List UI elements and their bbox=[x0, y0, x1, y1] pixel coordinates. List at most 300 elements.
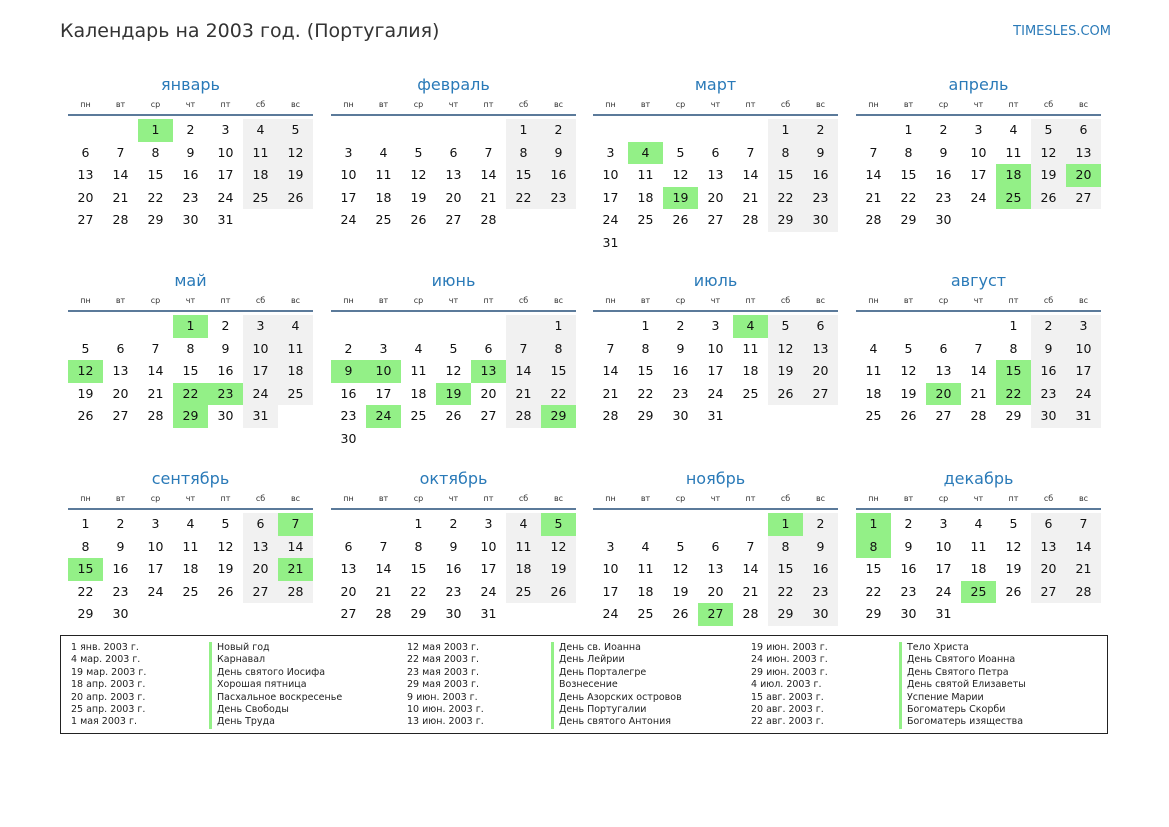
day-grid bbox=[331, 119, 576, 232]
day-cell: 10 bbox=[602, 561, 619, 576]
day-cell: 26 bbox=[1005, 583, 1022, 599]
day-cell: 6 bbox=[803, 315, 838, 338]
day-cell: 10 bbox=[147, 538, 164, 554]
day-cell: 12 bbox=[410, 167, 427, 182]
day-cell: 9 bbox=[803, 536, 838, 559]
day-cell: 4 bbox=[243, 119, 278, 142]
day-cell: 28 bbox=[147, 408, 164, 423]
day-cell: 25 bbox=[865, 408, 882, 423]
weekday-header bbox=[593, 98, 838, 116]
day-cell: 19 bbox=[900, 385, 917, 401]
day-cell: 28 bbox=[602, 408, 619, 423]
weekday-label: пт bbox=[1008, 494, 1019, 503]
empty-cell bbox=[506, 315, 541, 338]
month-8 bbox=[856, 270, 1101, 428]
day-cell: 18 bbox=[410, 385, 427, 401]
day-cell: 16 bbox=[541, 164, 576, 187]
legend-holiday-name: Тело Христа bbox=[899, 642, 1026, 654]
day-cell: 8 bbox=[641, 340, 650, 356]
day-cell: 18 bbox=[637, 583, 654, 599]
day-cell: 27 bbox=[340, 606, 357, 621]
day-cell: 3 bbox=[606, 144, 615, 160]
day-grid bbox=[856, 513, 1101, 626]
day-cell: 26 bbox=[672, 212, 689, 227]
day-cell: 2 bbox=[676, 318, 685, 333]
day-cell: 23 bbox=[1031, 383, 1066, 406]
day-cell: 21 bbox=[147, 385, 164, 401]
day-cell: 2 bbox=[1031, 315, 1066, 338]
day-cell: 26 bbox=[217, 583, 234, 599]
day-cell: 18 bbox=[637, 189, 654, 205]
day-cell: 11 bbox=[742, 340, 759, 356]
day-cell: 14 bbox=[506, 360, 541, 383]
month-5 bbox=[68, 270, 313, 428]
day-cell: 20 bbox=[340, 583, 357, 599]
empty-cell bbox=[68, 119, 103, 142]
day-cell: 28 bbox=[506, 405, 541, 428]
day-cell: 4 bbox=[414, 340, 423, 356]
day-cell: 1 bbox=[1009, 318, 1018, 333]
day-cell: 22 bbox=[768, 187, 803, 210]
day-cell: 31 bbox=[602, 234, 619, 250]
legend-date: 12 мая 2003 г. bbox=[407, 642, 480, 653]
legend-date: 10 июн. 2003 г. bbox=[407, 703, 484, 715]
day-cell: 14 bbox=[147, 363, 164, 378]
day-cell: 24 bbox=[243, 383, 278, 406]
weekday-label: чт bbox=[448, 296, 459, 305]
day-cell: 30 bbox=[445, 606, 462, 621]
day-cell: 26 bbox=[77, 408, 94, 423]
empty-cell bbox=[698, 513, 733, 536]
legend-holiday-name: День Португалии bbox=[551, 704, 682, 716]
day-cell: 30 bbox=[1031, 405, 1066, 428]
day-cell: 10 bbox=[707, 340, 724, 356]
day-cell: 11 bbox=[970, 538, 987, 554]
weekday-label: ср bbox=[675, 494, 686, 503]
day-cell: 28 bbox=[742, 212, 759, 227]
day-cell: 30 bbox=[935, 212, 952, 227]
weekday-label: ср bbox=[675, 100, 686, 109]
day-cell: 14 bbox=[480, 167, 497, 182]
day-cell: 23 bbox=[672, 385, 689, 401]
day-cell: 30 bbox=[672, 408, 689, 423]
empty-cell bbox=[138, 315, 173, 338]
day-cell: 27 bbox=[1031, 581, 1066, 604]
legend-date: 25 апр. 2003 г. bbox=[71, 703, 146, 715]
legend-date: 23 мая 2003 г. bbox=[407, 666, 480, 678]
day-cell: 12 bbox=[672, 167, 689, 182]
day-cell: 9 bbox=[449, 538, 458, 554]
day-cell: 15 bbox=[182, 363, 199, 378]
day-cell: 15 bbox=[865, 561, 882, 576]
day-cell: 11 bbox=[278, 338, 313, 361]
empty-cell bbox=[961, 315, 996, 338]
day-cell: 22 bbox=[410, 583, 427, 599]
weekday-header bbox=[593, 492, 838, 510]
day-cell: 2 bbox=[904, 516, 913, 531]
weekday-label: вс bbox=[1078, 100, 1089, 109]
day-cell: 7 bbox=[746, 538, 755, 554]
day-cell: 19 bbox=[768, 360, 803, 383]
day-cell: 5 bbox=[904, 340, 913, 356]
weekday-label: вт bbox=[115, 494, 126, 503]
day-cell: 22 bbox=[865, 583, 882, 599]
day-cell: 11 bbox=[637, 167, 654, 182]
day-cell: 3 bbox=[344, 144, 353, 160]
day-cell: 5 bbox=[676, 538, 685, 554]
empty-cell bbox=[366, 315, 401, 338]
day-cell: 16 bbox=[112, 561, 129, 576]
day-cell: 29 bbox=[77, 606, 94, 621]
weekday-label: вс bbox=[815, 494, 826, 503]
day-cell: 6 bbox=[116, 340, 125, 356]
day-cell: 8 bbox=[1009, 340, 1018, 356]
day-cell: 18 bbox=[506, 558, 541, 581]
weekday-label: вт bbox=[903, 100, 914, 109]
day-cell: 23 bbox=[112, 583, 129, 599]
day-cell: 17 bbox=[970, 167, 987, 182]
holiday-day-cell: 1 bbox=[856, 513, 891, 536]
day-cell: 8 bbox=[768, 142, 803, 165]
day-cell: 1 bbox=[904, 122, 913, 137]
weekday-label: чт bbox=[185, 100, 196, 109]
month-name: январь bbox=[161, 75, 220, 94]
day-cell: 24 bbox=[602, 212, 619, 227]
day-cell: 9 bbox=[541, 142, 576, 165]
day-cell: 15 bbox=[637, 363, 654, 378]
empty-cell bbox=[401, 315, 436, 338]
legend-date: 29 мая 2003 г. bbox=[407, 679, 480, 691]
weekday-label: ср bbox=[413, 494, 424, 503]
day-cell: 10 bbox=[602, 167, 619, 182]
day-cell: 11 bbox=[182, 538, 199, 554]
day-cell: 29 bbox=[147, 212, 164, 227]
day-cell: 12 bbox=[278, 142, 313, 165]
day-cell: 24 bbox=[602, 606, 619, 621]
day-cell: 5 bbox=[1031, 119, 1066, 142]
holiday-day-cell: 25 bbox=[961, 581, 996, 604]
day-cell: 19 bbox=[410, 189, 427, 205]
day-cell: 16 bbox=[672, 363, 689, 378]
day-cell: 31 bbox=[707, 408, 724, 423]
holiday-day-cell: 15 bbox=[68, 558, 103, 581]
weekday-label: чт bbox=[185, 296, 196, 305]
day-cell: 17 bbox=[480, 561, 497, 576]
weekday-label: сб bbox=[1043, 494, 1054, 503]
legend-date: 4 мар. 2003 г. bbox=[71, 654, 141, 666]
day-cell: 2 bbox=[939, 122, 948, 137]
empty-cell bbox=[698, 119, 733, 142]
day-cell: 23 bbox=[803, 581, 838, 604]
day-cell: 31 bbox=[1066, 405, 1101, 428]
day-cell: 26 bbox=[278, 187, 313, 210]
month-name: май bbox=[174, 271, 207, 290]
weekday-label: пт bbox=[483, 296, 494, 305]
day-cell: 4 bbox=[869, 340, 878, 356]
empty-cell bbox=[331, 119, 366, 142]
day-cell: 14 bbox=[375, 561, 392, 576]
day-cell: 11 bbox=[375, 167, 392, 182]
weekday-label: вс bbox=[1078, 296, 1089, 305]
empty-cell bbox=[436, 315, 471, 338]
day-cell: 20 bbox=[707, 583, 724, 599]
weekday-label: ср bbox=[938, 494, 949, 503]
weekday-label: пн bbox=[605, 494, 616, 503]
day-cell: 9 bbox=[221, 340, 230, 356]
day-cell: 17 bbox=[375, 385, 392, 401]
weekday-label: пт bbox=[1008, 296, 1019, 305]
day-cell: 13 bbox=[243, 536, 278, 559]
day-cell: 30 bbox=[182, 212, 199, 227]
holiday-day-cell: 1 bbox=[173, 315, 208, 338]
weekday-label: пт bbox=[220, 296, 231, 305]
legend-date: 20 авг. 2003 г. bbox=[751, 703, 824, 715]
legend-holiday-name: Пасхальное воскресенье bbox=[209, 692, 342, 704]
day-cell: 10 bbox=[970, 144, 987, 160]
day-cell: 25 bbox=[410, 408, 427, 423]
day-grid bbox=[331, 513, 576, 626]
weekday-label: пн bbox=[343, 100, 354, 109]
legend-date: 9 июн. 2003 г. bbox=[407, 691, 478, 703]
day-cell: 20 bbox=[445, 189, 462, 205]
weekday-label: пт bbox=[483, 494, 494, 503]
day-cell: 24 bbox=[217, 189, 234, 205]
day-cell: 1 bbox=[414, 516, 423, 531]
day-cell: 13 bbox=[112, 363, 129, 378]
day-cell: 28 bbox=[112, 212, 129, 227]
weekday-label: сб bbox=[255, 100, 266, 109]
weekday-label: пт bbox=[483, 100, 494, 109]
holiday-day-cell: 20 bbox=[1066, 164, 1101, 187]
day-cell: 25 bbox=[278, 383, 313, 406]
day-cell: 6 bbox=[484, 340, 493, 356]
legend-date: 1 мая 2003 г. bbox=[71, 716, 137, 728]
day-cell: 18 bbox=[278, 360, 313, 383]
day-cell: 9 bbox=[186, 144, 195, 160]
day-cell: 9 bbox=[803, 142, 838, 165]
holiday-day-cell: 21 bbox=[278, 558, 313, 581]
weekday-label: пт bbox=[745, 100, 756, 109]
day-cell: 21 bbox=[602, 385, 619, 401]
day-cell: 29 bbox=[768, 603, 803, 626]
day-cell: 14 bbox=[112, 167, 129, 182]
day-cell: 2 bbox=[803, 513, 838, 536]
day-cell: 14 bbox=[1066, 536, 1101, 559]
day-cell: 20 bbox=[243, 558, 278, 581]
day-cell: 21 bbox=[112, 189, 129, 205]
weekday-label: пн bbox=[80, 100, 91, 109]
weekday-label: ср bbox=[150, 296, 161, 305]
day-cell: 24 bbox=[480, 583, 497, 599]
day-cell: 26 bbox=[541, 581, 576, 604]
day-cell: 15 bbox=[147, 167, 164, 182]
weekday-label: пт bbox=[1008, 100, 1019, 109]
day-cell: 29 bbox=[900, 212, 917, 227]
day-cell: 3 bbox=[243, 315, 278, 338]
weekday-label: ср bbox=[150, 494, 161, 503]
day-cell: 14 bbox=[278, 536, 313, 559]
day-cell: 7 bbox=[1066, 513, 1101, 536]
day-cell: 6 bbox=[939, 340, 948, 356]
day-cell: 13 bbox=[803, 338, 838, 361]
day-cell: 26 bbox=[768, 383, 803, 406]
holiday-day-cell: 9 bbox=[331, 360, 366, 383]
day-cell: 1 bbox=[506, 119, 541, 142]
weekday-label: вс bbox=[553, 494, 564, 503]
day-cell: 13 bbox=[1066, 142, 1101, 165]
weekday-header bbox=[593, 294, 838, 312]
day-cell: 3 bbox=[1066, 315, 1101, 338]
day-cell: 4 bbox=[974, 516, 983, 531]
weekday-label: вс bbox=[553, 100, 564, 109]
weekday-label: сб bbox=[518, 494, 529, 503]
day-cell: 28 bbox=[480, 212, 497, 227]
holiday-day-cell: 24 bbox=[366, 405, 401, 428]
day-cell: 27 bbox=[480, 408, 497, 423]
day-cell: 21 bbox=[970, 385, 987, 401]
weekday-label: ср bbox=[413, 100, 424, 109]
day-cell: 22 bbox=[506, 187, 541, 210]
legend-holiday-name: День Труда bbox=[209, 716, 342, 728]
day-cell: 2 bbox=[116, 516, 125, 531]
day-cell: 13 bbox=[77, 167, 94, 182]
empty-cell bbox=[366, 119, 401, 142]
legend-holiday-name: День св. Иоанна bbox=[551, 642, 682, 654]
legend-date: 1 янв. 2003 г. bbox=[71, 642, 139, 653]
day-cell: 25 bbox=[182, 583, 199, 599]
day-cell: 13 bbox=[707, 561, 724, 576]
day-cell: 24 bbox=[147, 583, 164, 599]
day-cell: 28 bbox=[865, 212, 882, 227]
day-cell: 8 bbox=[904, 144, 913, 160]
day-cell: 4 bbox=[641, 538, 650, 554]
day-cell: 11 bbox=[506, 536, 541, 559]
day-cell: 17 bbox=[707, 363, 724, 378]
day-cell: 29 bbox=[768, 209, 803, 232]
day-cell: 9 bbox=[939, 144, 948, 160]
day-cell: 7 bbox=[746, 144, 755, 160]
brand-link[interactable]: TIMESLES.COM bbox=[1013, 24, 1111, 39]
day-cell: 11 bbox=[637, 561, 654, 576]
holiday-day-cell: 7 bbox=[278, 513, 313, 536]
day-cell: 23 bbox=[541, 187, 576, 210]
legend-holiday-name: Богоматерь Скорби bbox=[899, 704, 1026, 716]
day-cell: 2 bbox=[186, 122, 195, 137]
page-title: Календарь на 2003 год. (Португалия) bbox=[60, 20, 440, 42]
legend-holiday-name: Вознесение bbox=[551, 679, 682, 691]
day-cell: 3 bbox=[379, 340, 388, 356]
empty-cell bbox=[593, 119, 628, 142]
day-cell: 6 bbox=[449, 144, 458, 160]
day-cell: 4 bbox=[278, 315, 313, 338]
empty-cell bbox=[471, 119, 506, 142]
day-cell: 2 bbox=[221, 318, 230, 333]
weekday-label: ср bbox=[938, 100, 949, 109]
day-cell: 12 bbox=[672, 561, 689, 576]
holiday-day-cell: 10 bbox=[366, 360, 401, 383]
weekday-label: чт bbox=[448, 494, 459, 503]
day-cell: 10 bbox=[935, 538, 952, 554]
month-name: декабрь bbox=[943, 469, 1014, 488]
day-cell: 2 bbox=[344, 340, 353, 356]
day-cell: 23 bbox=[935, 189, 952, 205]
weekday-label: сб bbox=[518, 100, 529, 109]
month-name: октябрь bbox=[419, 469, 488, 488]
day-cell: 6 bbox=[711, 538, 720, 554]
day-cell: 13 bbox=[707, 167, 724, 182]
empty-cell bbox=[856, 315, 891, 338]
day-cell: 22 bbox=[637, 385, 654, 401]
legend-date: 19 июн. 2003 г. bbox=[751, 642, 828, 653]
day-cell: 4 bbox=[186, 516, 195, 531]
day-cell: 13 bbox=[1031, 536, 1066, 559]
weekday-header bbox=[331, 492, 576, 510]
holiday-day-cell: 5 bbox=[541, 513, 576, 536]
day-cell: 7 bbox=[974, 340, 983, 356]
day-cell: 27 bbox=[243, 581, 278, 604]
empty-cell bbox=[103, 315, 138, 338]
holiday-day-cell: 29 bbox=[541, 405, 576, 428]
day-cell: 21 bbox=[742, 189, 759, 205]
day-cell: 7 bbox=[379, 538, 388, 554]
day-grid bbox=[593, 513, 838, 626]
day-cell: 16 bbox=[803, 558, 838, 581]
day-cell: 13 bbox=[935, 363, 952, 378]
month-10 bbox=[331, 468, 576, 626]
weekday-label: сб bbox=[255, 494, 266, 503]
day-cell: 23 bbox=[340, 408, 357, 423]
holiday-day-cell: 29 bbox=[173, 405, 208, 428]
weekday-label: сб bbox=[780, 494, 791, 503]
weekday-label: вт bbox=[378, 494, 389, 503]
day-cell: 28 bbox=[742, 606, 759, 621]
day-cell: 17 bbox=[243, 360, 278, 383]
day-cell: 20 bbox=[803, 360, 838, 383]
month-1 bbox=[68, 74, 313, 232]
weekday-label: чт bbox=[973, 494, 984, 503]
holiday-day-cell: 8 bbox=[856, 536, 891, 559]
day-cell: 19 bbox=[672, 583, 689, 599]
day-cell: 1 bbox=[541, 315, 576, 338]
day-cell: 17 bbox=[340, 189, 357, 205]
holiday-day-cell: 20 bbox=[926, 383, 961, 406]
day-grid bbox=[331, 315, 576, 450]
day-cell: 21 bbox=[742, 583, 759, 599]
weekday-label: пт bbox=[220, 494, 231, 503]
day-cell: 29 bbox=[410, 606, 427, 621]
legend-holiday-name: День Азорских островов bbox=[551, 692, 682, 704]
day-cell: 7 bbox=[506, 338, 541, 361]
day-cell: 14 bbox=[742, 167, 759, 182]
weekday-header bbox=[856, 492, 1101, 510]
day-cell: 31 bbox=[935, 606, 952, 621]
holiday-day-cell: 25 bbox=[996, 187, 1031, 210]
day-cell: 30 bbox=[112, 606, 129, 621]
day-cell: 11 bbox=[1005, 144, 1022, 160]
empty-cell bbox=[401, 119, 436, 142]
holiday-day-cell: 4 bbox=[733, 315, 768, 338]
legend-date: 22 мая 2003 г. bbox=[407, 654, 480, 666]
weekday-label: пн bbox=[868, 100, 879, 109]
day-cell: 20 bbox=[1031, 558, 1066, 581]
weekday-label: ср bbox=[675, 296, 686, 305]
weekday-label: вт bbox=[115, 296, 126, 305]
day-cell: 16 bbox=[182, 167, 199, 182]
day-cell: 5 bbox=[768, 315, 803, 338]
day-cell: 17 bbox=[217, 167, 234, 182]
day-cell: 17 bbox=[147, 561, 164, 576]
day-grid bbox=[68, 513, 313, 626]
